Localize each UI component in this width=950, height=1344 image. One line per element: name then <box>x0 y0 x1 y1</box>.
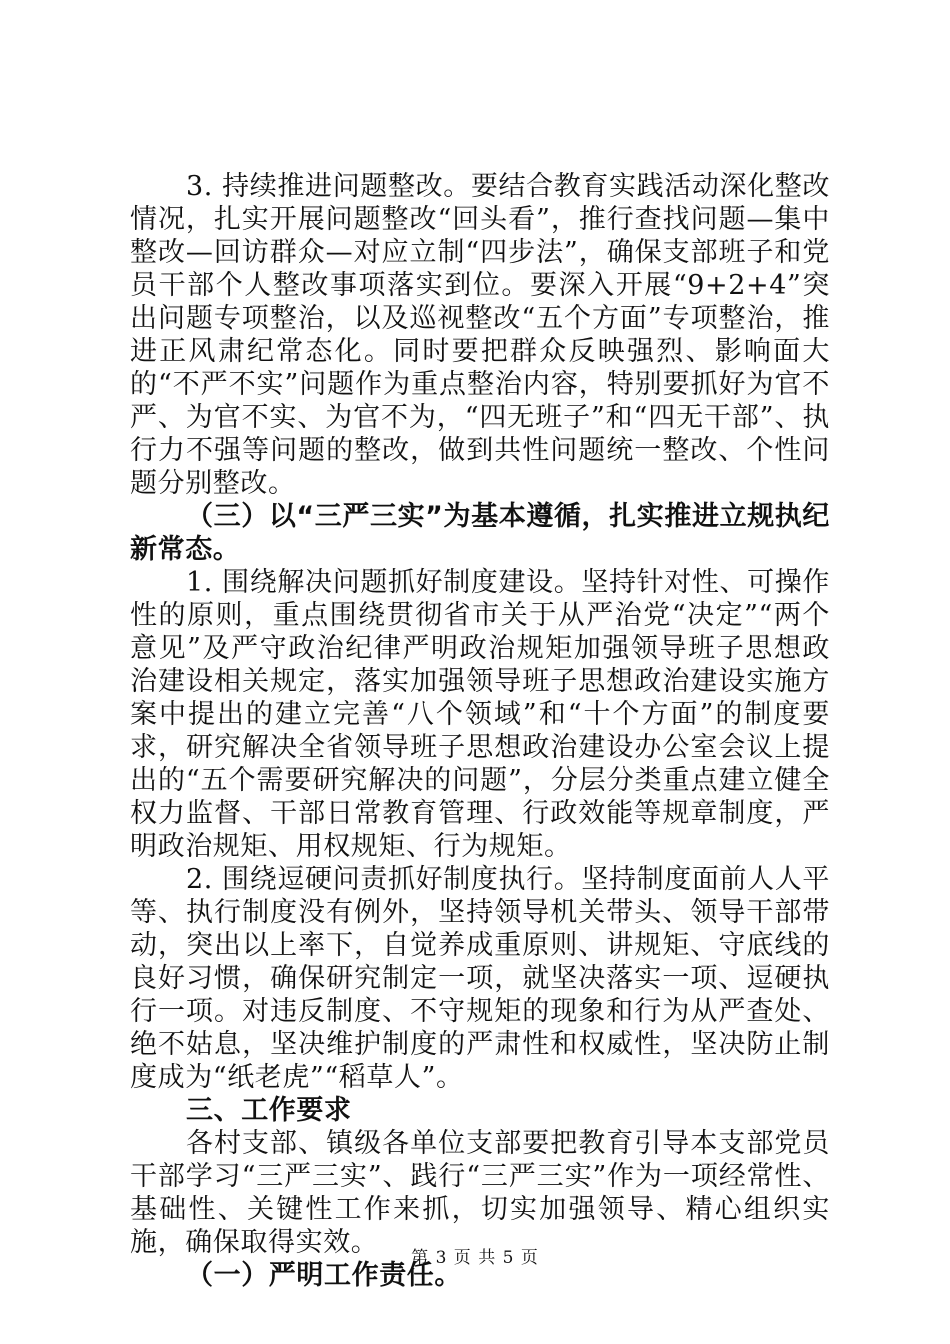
document-body <box>130 170 830 1292</box>
subheading-work-responsibility: （一）严明工作责任。 <box>186 1260 462 1291</box>
page-number-footer: 第 3 页 共 5 页 <box>411 1248 539 1268</box>
paragraph-work-requirements: 各村支部、镇级各单位支部要把教育引导本支部党员干部学习“三严三实”、践行“三严三实”作为一项经常性、基础性、关键性工作来抓，切实加强领导、精心组织实施，确保取得实效。 <box>130 1128 830 1258</box>
section-heading-three-strict: （三）以“三严三实”为基本遵循，扎实推进立规执纪新常态。 <box>130 501 830 565</box>
paragraph-rectification: 3. 持续推进问题整改。要结合教育实践活动深化整改情况，扎实开展问题整改“回头看”，推行查找问题—集中整改—回访群众—对应立制“四步法”，确保支部班子和党员干部个人整改事项落实到位。要深入开展“9+2+4”突出问题专项整治，以及巡视整改“五个方面”专项整治，推进正风肃纪常态化。同时要把群众反映强烈、影响面大的“不严不实”问题作为重点整治内容，特别要抓好为官不严、为官不实、为官不为，“四无班子”和“四无干部”、执行力不强等问题的整改，做到共性问题统一整改、个性问题分别整改。 <box>130 171 830 499</box>
paragraph-system-building: 1. 围绕解决问题抓好制度建设。坚持针对性、可操作性的原则，重点围绕贯彻省市关于从严治党“决定”“两个意见”及严守政治纪律严明政治规矩加强领导班子思想政治建设相关规定，落实加强领导班子思想政治建设实施方案中提出的建立完善“八个领域”和“十个方面”的制度要求，研究解决全省领导班子思想政治建设办公室会议上提出的“五个需要研究解决的问题”，分层分类重点建立健全权力监督、干部日常教育管理、行政效能等规章制度，严明政治规矩、用权规矩、行为规矩。 <box>130 567 830 862</box>
paragraph-system-execution: 2. 围绕逗硬问责抓好制度执行。坚持制度面前人人平等、执行制度没有例外，坚持领导机关带头、领导干部带动，突出以上率下，自觉养成重原则、讲规矩、守底线的良好习惯，确保研究制定一项，就坚决落实一项、逗硬执行一项。对违反制度、不守规矩的现象和行为从严查处、绝不姑息，坚决维护制度的严肃性和权威性，坚决防止制度成为“纸老虎”“稻草人”。 <box>130 864 830 1093</box>
section-heading-work-requirements: 三、工作要求 <box>186 1095 352 1126</box>
